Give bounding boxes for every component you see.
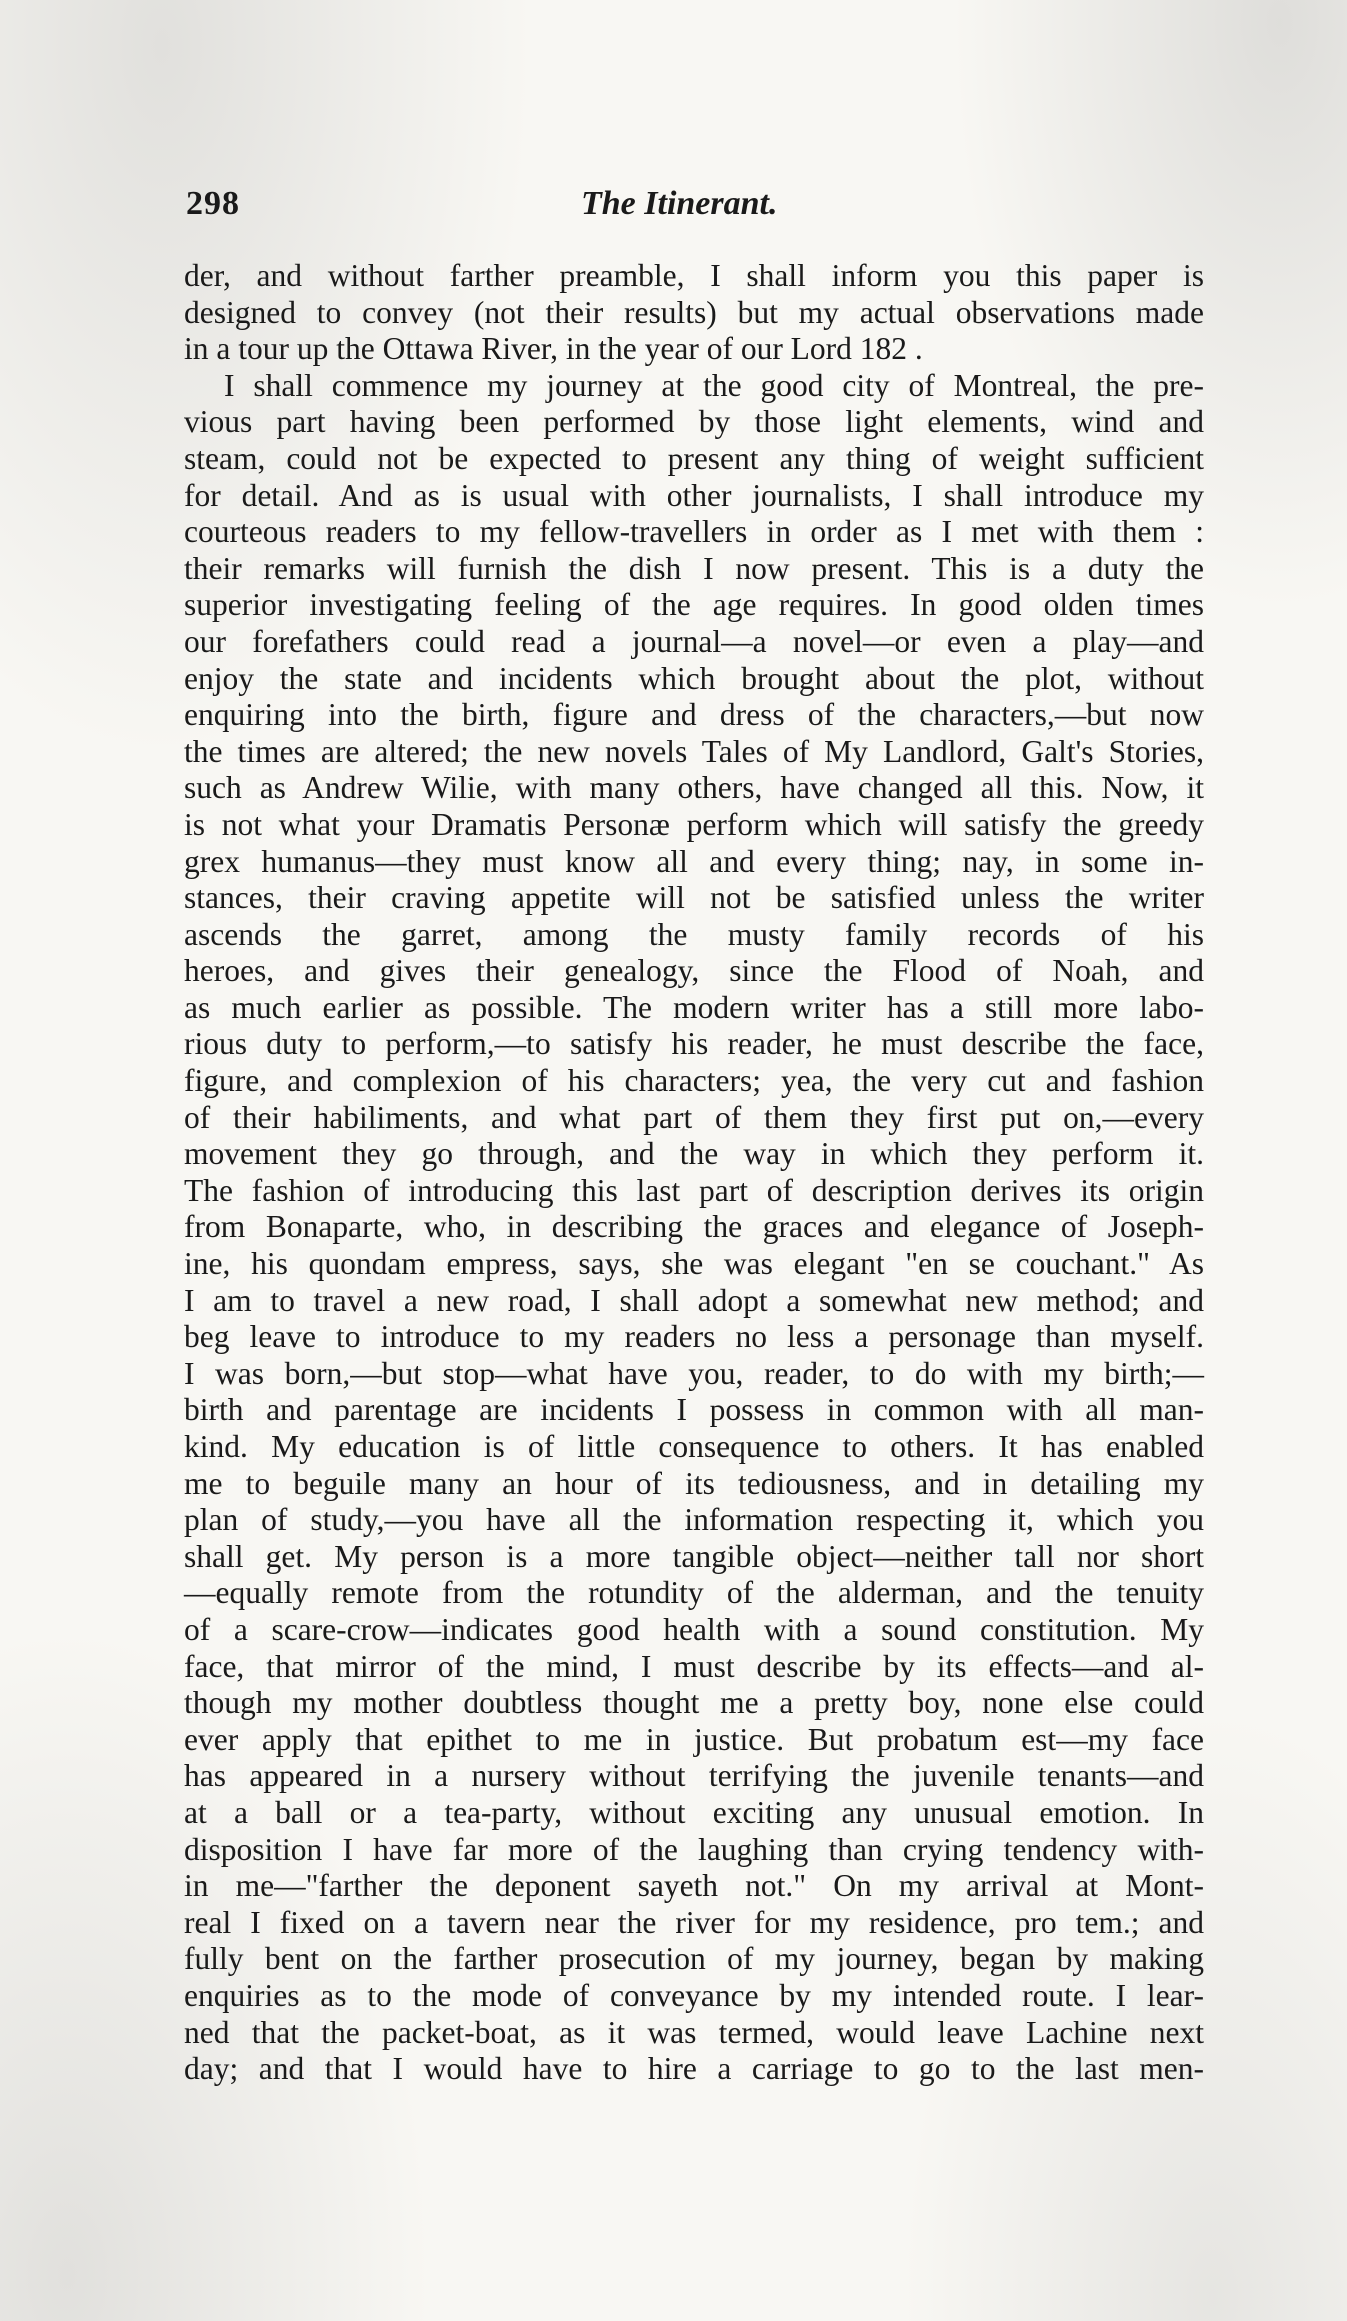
text-line: I am to travel a new road, I shall adopt a somewhat new method; and [184,1282,1204,1318]
page-header [186,185,1201,235]
text-line: of a scare-crow—indicates good health with a sound constitution. My [184,1611,1204,1647]
running-head: The Itinerant. [581,185,778,222]
text-line: courteous readers to my fellow-travellers in order as I met with them : [184,514,1204,550]
text-line: rious duty to perform,—to satisfy his reader, he must describe the face, [184,1026,1204,1062]
text-line: The fashion of introducing this last part of description derives its origin [184,1172,1204,1208]
text-line: me to beguile many an hour of its tediousness, and in detailing my [184,1465,1204,1501]
text-line: of their habiliments, and what part of them they first put on,—every [184,1099,1204,1135]
text-line: our forefathers could read a journal—a novel—or even a play—and [184,623,1204,659]
text-line: superior investigating feeling of the age requires. In good olden times [184,587,1204,623]
text-line: at a ball or a tea-party, without exciting any unusual emotion. In [184,1794,1204,1830]
text-line: birth and parentage are incidents I possess in common with all man- [184,1392,1204,1428]
text-line: plan of study,—you have all the information respecting it, which you [184,1502,1204,1538]
text-line: as much earlier as possible. The modern writer has a still more labo- [184,989,1204,1025]
text-line: movement they go through, and the way in which they perform it. [184,1136,1204,1172]
text-line: the times are altered; the new novels Tales of My Landlord, Galt's Stories, [184,733,1204,769]
text-line: real I fixed on a tavern near the river for my residence, pro tem.; and [184,1904,1204,1940]
text-line: in me—"farther the deponent sayeth not." On my arrival at Mont- [184,1868,1204,1904]
text-line: designed to convey (not their results) but my actual observations made [184,294,1204,330]
text-line: der, and without farther preamble, I shall inform you this paper is [184,258,1204,293]
text-line: enquiring into the birth, figure and dress of the characters,—but now [184,697,1204,733]
text-line: day; and that I would have to hire a carriage to go to the last men- [184,2051,1204,2087]
text-line: ned that the packet-boat, as it was termed, would leave Lachine next [184,2014,1204,2050]
text-line: disposition I have far more of the laughing than crying tendency with- [184,1831,1204,1867]
text-line: such as Andrew Wilie, with many others, have changed all this. Now, it [184,770,1204,806]
text-line: shall get. My person is a more tangible object—neither tall nor short [184,1538,1204,1574]
text-line: steam, could not be expected to present any thing of weight sufficient [184,440,1204,476]
text-line: ever apply that epithet to me in justice. But probatum est—my face [184,1721,1204,1757]
text-line: has appeared in a nursery without terrifying the juvenile tenants—and [184,1758,1204,1794]
text-line: for detail. And as is usual with other journalists, I shall introduce my [184,477,1204,513]
text-line: I shall commence my journey at the good city of Montreal, the pre- [224,367,1204,403]
text-line: heroes, and gives their genealogy, since the Flood of Noah, and [184,953,1204,989]
text-line: fully bent on the farther prosecution of my journey, began by making [184,1941,1204,1977]
text-line: face, that mirror of the mind, I must describe by its effects—and al- [184,1648,1204,1684]
text-line: enjoy the state and incidents which brought about the plot, without [184,660,1204,696]
page-number: 298 [186,185,240,222]
text-line: stances, their craving appetite will not be satisfied unless the writer [184,880,1204,916]
text-line: figure, and complexion of his characters; yea, the very cut and fashion [184,1063,1204,1099]
text-line: kind. My education is of little consequence to others. It has enabled [184,1429,1204,1464]
text-line: I was born,—but stop—what have you, reader, to do with my birth;— [184,1355,1204,1391]
text-line: beg leave to introduce to my readers no less a personage than myself. [184,1319,1204,1355]
text-line: —equally remote from the rotundity of the alderman, and the tenuity [184,1575,1204,1611]
text-line: from Bonaparte, who, in describing the graces and elegance of Joseph- [184,1209,1204,1245]
text-line: vious part having been performed by those light elements, wind and [184,404,1204,440]
text-line: enquiries as to the mode of conveyance by my intended route. I lear- [184,1977,1204,2013]
text-line: grex humanus—they must know all and every thing; nay, in some in- [184,843,1204,879]
text-line: though my mother doubtless thought me a pretty boy, none else could [184,1685,1204,1721]
text-line: is not what your Dramatis Personæ perform which will satisfy the greedy [184,806,1204,842]
text-line: ine, his quondam empress, says, she was elegant "en se couchant." As [184,1246,1204,1282]
body-text [184,258,1204,2088]
text-line: in a tour up the Ottawa River, in the year of our Lord 182 . [184,331,923,367]
text-line: their remarks will furnish the dish I now present. This is a duty the [184,550,1204,586]
text-line: ascends the garret, among the musty family records of his [184,916,1204,952]
